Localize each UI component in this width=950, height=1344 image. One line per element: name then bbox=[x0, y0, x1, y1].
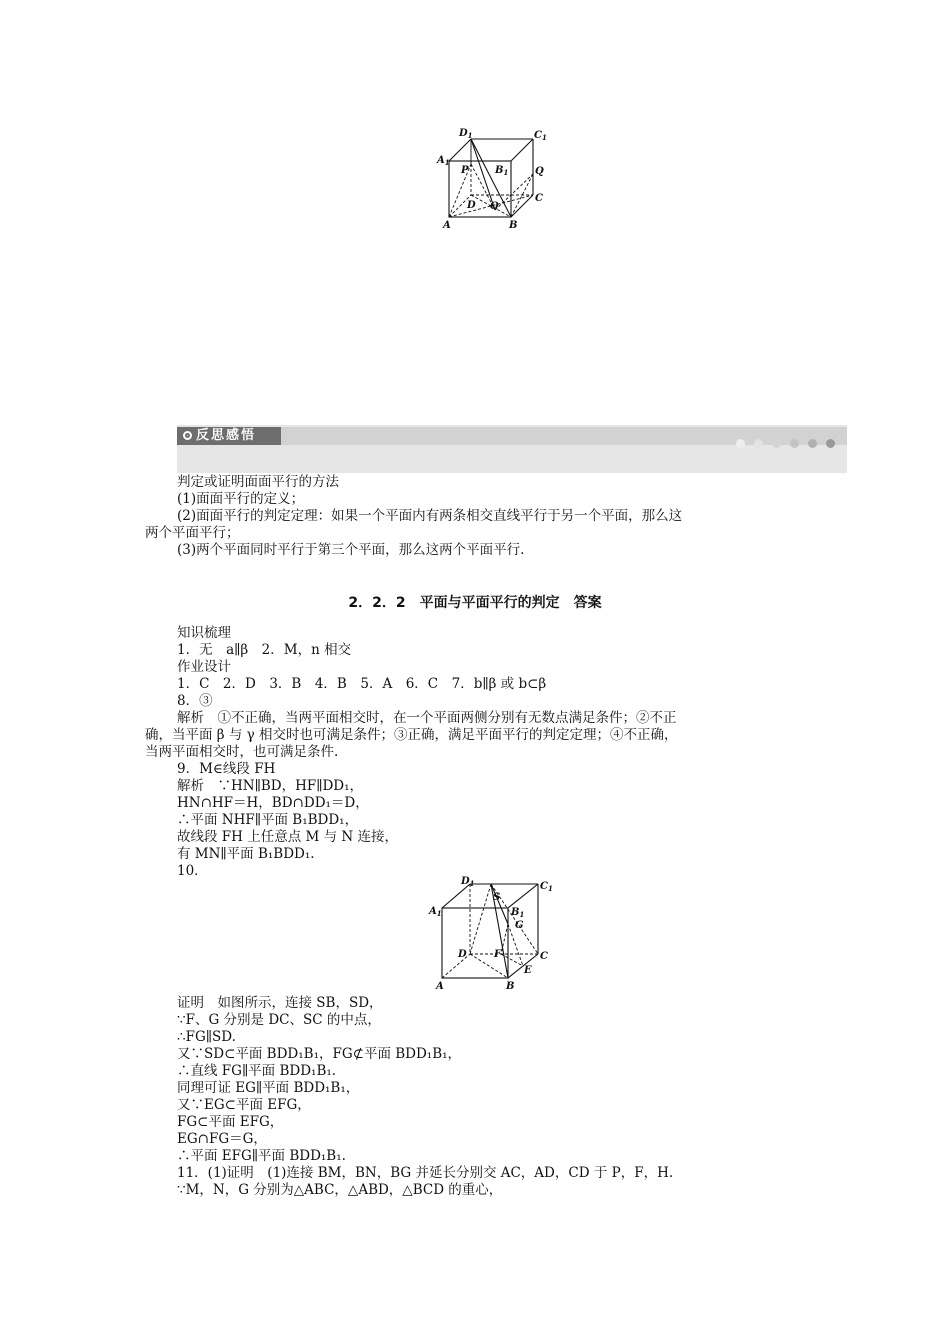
proof-line: FG⊂平面 EFG， bbox=[177, 1114, 284, 1130]
label-A1: $A_1$ bbox=[429, 906, 442, 918]
label-B1: $B_1$ bbox=[511, 907, 525, 919]
label-C1: $C_1$ bbox=[540, 881, 553, 893]
reflection-line: 判定或证明面面平行的方法 bbox=[177, 474, 339, 490]
reflection-line: (2)面面平行的判定定理：如果一个平面内有两条相交直线平行于另一个平面，那么这 bbox=[177, 508, 683, 524]
label-G: G bbox=[515, 920, 524, 931]
analysis-line: 解析 ①不正确，当两平面相交时，在一个平面两侧分别有无数点满足条件；②不正 bbox=[177, 710, 677, 726]
proof-line: ∵M，N，G 分别为△ABC，△ABD，△BCD 的重心， bbox=[177, 1182, 503, 1198]
banner-tab bbox=[177, 427, 281, 445]
proof-line: ∴平面 EFG∥平面 BDD₁B₁. bbox=[177, 1148, 346, 1164]
label-A: A bbox=[436, 981, 444, 992]
analysis-line: 有 MN∥平面 B₁BDD₁. bbox=[177, 846, 315, 862]
reflection-line: (1)面面平行的定义； bbox=[177, 491, 305, 507]
label-A1: $A_1$ bbox=[437, 155, 450, 167]
proof-line: ∵F、G 分别是 DC、SC 的中点， bbox=[177, 1012, 381, 1028]
label-O: O bbox=[490, 201, 499, 212]
answer-line: 1．C 2．D 3．B 4．B 5．A 6．C 7．b∥β 或 b⊂β bbox=[177, 676, 547, 692]
label-C: C bbox=[540, 951, 548, 962]
proof-line: 证明 如图所示，连接 SB，SD， bbox=[177, 995, 383, 1011]
dot-icon bbox=[808, 439, 817, 448]
label-B: B bbox=[509, 220, 518, 231]
answer-line: 1．无 a∥β 2．M，n 相交 bbox=[177, 642, 352, 658]
reflection-line: 两个平面平行； bbox=[145, 525, 240, 541]
dot-icon bbox=[754, 439, 763, 448]
analysis-line: HN∩HF＝H，BD∩DD₁＝D， bbox=[177, 795, 369, 811]
banner-strip bbox=[281, 427, 847, 445]
proof-line: ∴直线 FG∥平面 BDD₁B₁. bbox=[177, 1063, 337, 1079]
label-F: F bbox=[494, 949, 502, 960]
proof-line: 又∵SD⊂平面 BDD₁B₁，FG⊄平面 BDD₁B₁， bbox=[177, 1046, 462, 1062]
label-E: E bbox=[524, 965, 532, 976]
section-title: 知识梳理 bbox=[177, 625, 231, 641]
cube-figure-2 bbox=[425, 876, 560, 996]
reflection-line: (3)两个平面同时平行于第三个平面，那么这两个平面平行. bbox=[177, 542, 525, 558]
label-D1: $D_1$ bbox=[461, 876, 475, 888]
dot-icon bbox=[736, 439, 745, 448]
banner-title: 反思感悟 bbox=[196, 428, 257, 443]
section-title: 作业设计 bbox=[177, 659, 231, 675]
dot-icon bbox=[826, 439, 835, 448]
decorative-dots bbox=[727, 433, 835, 452]
analysis-line: ∴平面 NHF∥平面 B₁BDD₁， bbox=[177, 812, 359, 828]
label-D: D bbox=[467, 200, 476, 211]
answers-heading: 2．2．2 平面与平面平行的判定 答案 bbox=[348, 595, 602, 611]
answer-line: 10． bbox=[177, 863, 208, 879]
label-A: A bbox=[443, 220, 451, 231]
analysis-line: 故线段 FH 上任意点 M 与 N 连接， bbox=[177, 829, 399, 845]
proof-line: 同理可证 EG∥平面 BDD₁B₁， bbox=[177, 1080, 360, 1096]
label-B: B bbox=[506, 981, 515, 992]
proof-line: 11．(1)证明 (1)连接 BM，BN，BG 并延长分别交 AC，AD，CD 于 P，F，H. bbox=[177, 1165, 674, 1181]
dot-icon bbox=[790, 439, 799, 448]
analysis-line: 确，当平面 β 与 γ 相交时也可满足条件；③正确，满足平面平行的判定定理；④不正确， bbox=[145, 727, 678, 743]
label-S: S bbox=[493, 892, 501, 903]
proof-line: 又∵EG⊂平面 EFG， bbox=[177, 1097, 311, 1113]
label-C1: $C_1$ bbox=[534, 130, 547, 142]
label-C: C bbox=[535, 193, 543, 204]
label-D: D bbox=[458, 949, 467, 960]
label-P: P bbox=[461, 165, 469, 176]
cube-figure-1 bbox=[433, 124, 553, 232]
proof-line: ∴FG∥SD. bbox=[177, 1029, 236, 1045]
label-D1: $D_1$ bbox=[459, 128, 473, 140]
answer-line: 8．③ bbox=[177, 693, 213, 709]
proof-line: EG∩FG＝G， bbox=[177, 1131, 267, 1147]
bullet-icon bbox=[183, 431, 192, 440]
answer-line: 9．M∈线段 FH bbox=[177, 761, 276, 777]
dot-icon bbox=[772, 439, 781, 448]
analysis-line: 当两平面相交时，也可满足条件. bbox=[145, 744, 339, 760]
label-B1: $B_1$ bbox=[495, 165, 509, 177]
analysis-line: 解析 ∵HN∥BD，HF∥DD₁， bbox=[177, 778, 364, 794]
reflection-banner bbox=[177, 425, 847, 473]
label-Q: Q bbox=[535, 166, 544, 177]
